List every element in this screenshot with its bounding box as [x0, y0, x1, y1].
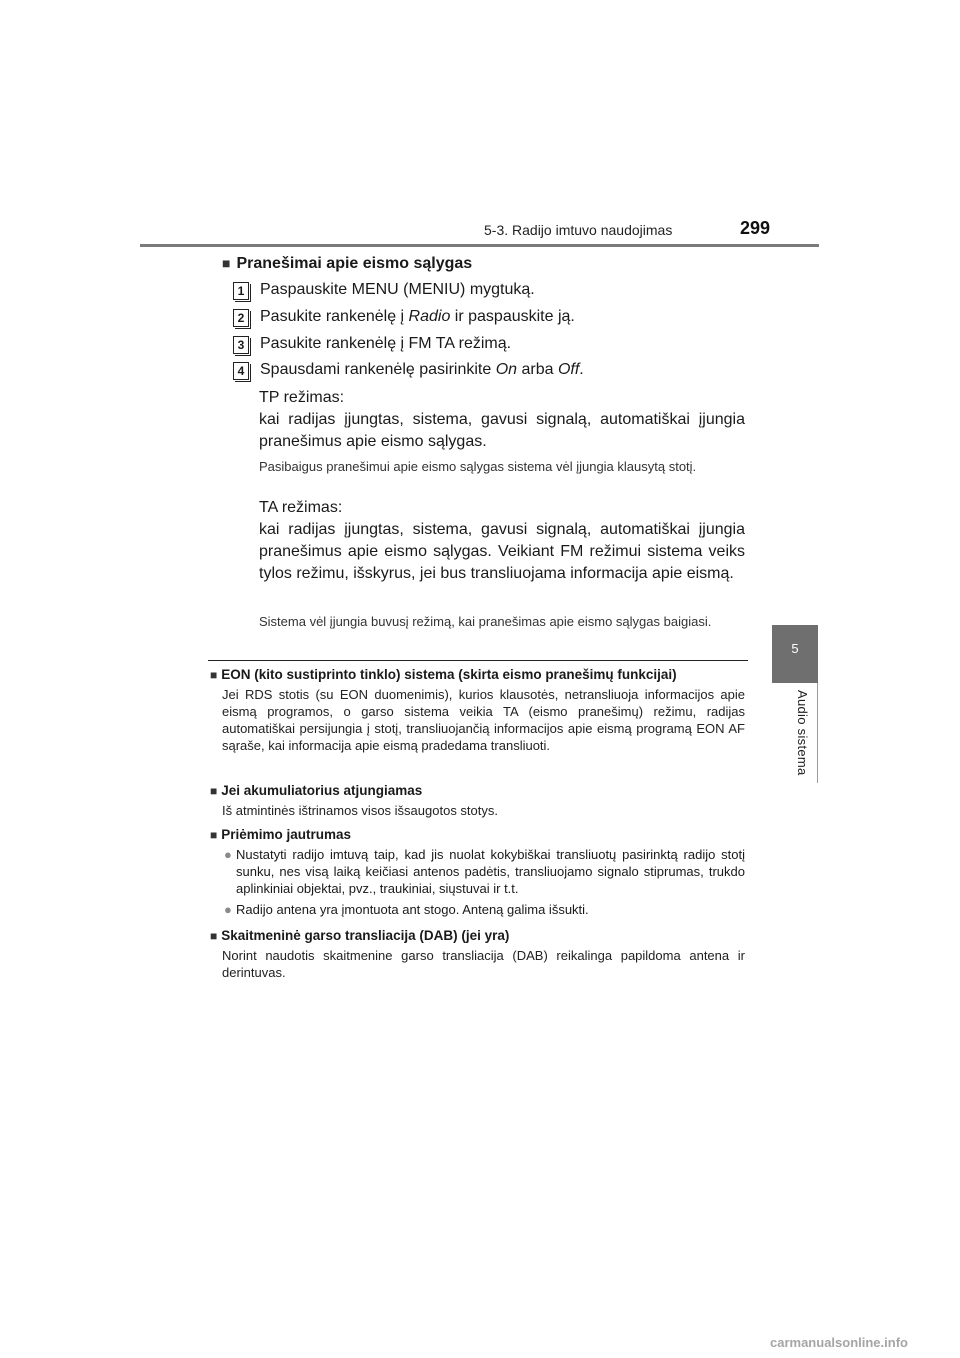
note-battery	[210, 783, 745, 819]
step-number-4: 4	[233, 362, 249, 380]
circle-bullet-icon: ●	[224, 902, 232, 917]
tp-note: Pasibaigus pranešimui apie eismo sąlygas sistema vėl įjungia klausytą stotį.	[259, 459, 697, 474]
note-title-reception: ■ Priėmimo jautrumas	[210, 827, 352, 842]
note-eon	[210, 667, 745, 754]
note-reception	[210, 827, 745, 918]
step-number-1: 1	[233, 282, 249, 300]
ta-description: kai radijas įjungtas, sistema, gavusi signalą, automatiškai įjungia pranešimus apie eismo sąlygas. Veikiant FM režimui sistema veiks tylos režimu, išskyrus, jei bus transliuojama informacija apie eismą.	[259, 521, 745, 582]
section-header: 5-3. Radijo imtuvo naudojimas	[484, 222, 673, 238]
square-bullet-icon: ■	[210, 828, 218, 842]
step-text-2: Pasukite rankenėlę į Radio ir paspauskite ją.	[260, 308, 575, 325]
circle-bullet-icon: ●	[224, 847, 232, 862]
note-text-eon: Jei RDS stotis (su EON duomenimis), kurios klausotės, netransliuoja informacijos apie eismą programos, o garso sistema veikia TA (eismo pranešimų) režimu, radijas automatiškai persijungia į stotį, transliuojančią informacijos apie eismą programą EON AF sąraše, kai informacija apie eismą pradedama transliuoti.	[222, 687, 745, 753]
note-text-battery: Iš atmintinės ištrinamos visos išsaugotos stotys.	[222, 803, 498, 818]
step-number-2: 2	[233, 309, 249, 327]
step-text-3: Pasukite rankenėlę į FM TA režimą.	[260, 335, 512, 352]
note-text-dab: Norint naudotis skaitmenine garso transliacija (DAB) reikalinga papildoma antena ir derintuvas.	[222, 948, 745, 980]
header-divider	[140, 244, 819, 247]
step-text-4: Spausdami rankenėlę pasirinkite On arba Off.	[260, 361, 584, 378]
chapter-tab-number: 5	[791, 641, 799, 656]
list-item: ● Nustatyti radijo imtuvą taip, kad jis nuolat kokybiškai transliuotų pasirinktą radijo stotį sunku, nes visą laiką keičiasi antenos padėtis, transliuojamo signalo stiprumas, trukdo aplinkiniai objektai, pvz., traukiniai, siųstuvai ir t.t.	[224, 847, 745, 896]
step-number-3: 3	[233, 336, 249, 354]
square-bullet-icon: ■	[210, 929, 218, 943]
note-dab	[210, 928, 745, 981]
option-on: On	[495, 361, 518, 378]
note-title-eon: ■ EON (kito sustiprinto tinklo) sistema (skirta eismo pranešimų funkcijai)	[210, 667, 677, 682]
page-number: 299	[740, 218, 771, 238]
option-off: Off	[557, 361, 580, 378]
section-title	[222, 255, 472, 273]
square-bullet-icon: ■	[210, 668, 218, 682]
square-bullet-icon: ■	[210, 784, 218, 798]
tp-heading: TP režimas:	[259, 389, 345, 406]
watermark-logo: carmanualsonline.info	[770, 1335, 908, 1350]
chapter-tab-label: Audio sistema	[795, 690, 810, 776]
note-title-battery: ■ Jei akumuliatorius atjungiamas	[210, 783, 423, 798]
list-item: ● Radijo antena yra įmontuota ant stogo. Anteną galima išsukti.	[224, 902, 589, 917]
square-bullet-icon: ■	[222, 255, 231, 271]
ta-note: Sistema vėl įjungia buvusį režimą, kai pranešimas apie eismo sąlygas baigiasi.	[259, 614, 712, 629]
note-title-dab: ■ Skaitmeninė garso transliacija (DAB) (jei yra)	[210, 928, 510, 943]
section-title-text: Pranešimai apie eismo sąlygas	[236, 255, 473, 272]
menu-option-radio: Radio	[408, 308, 451, 325]
tp-description: kai radijas įjungtas, sistema, gavusi signalą, automatiškai įjungia pranešimus apie eismo sąlygas.	[259, 411, 745, 450]
step-text-1: Paspauskite MENU (MENIU) mygtuką.	[260, 281, 535, 298]
section-divider	[208, 660, 748, 661]
ta-heading: TA režimas:	[259, 499, 343, 516]
